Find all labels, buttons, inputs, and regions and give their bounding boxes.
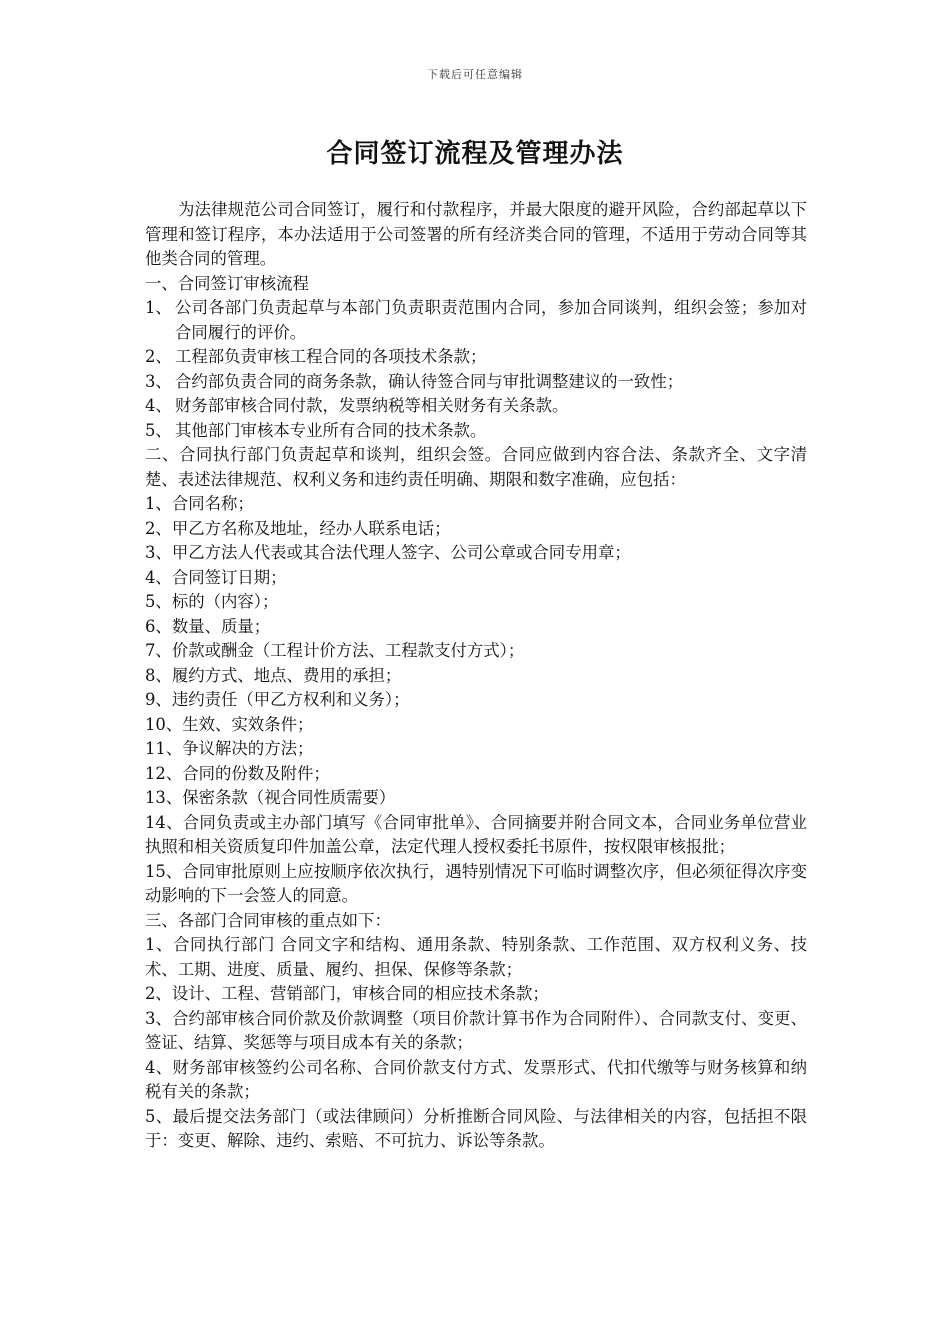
section-1-item <box>145 345 807 370</box>
section-2-item: 5、标的（内容）； <box>145 592 279 611</box>
section-1-item <box>145 419 807 444</box>
section-2-item: 7、价款或酬金（工程计价方法、工程款支付方式）； <box>145 641 525 660</box>
section-3-item: 5、最后提交法务部门（或法律顾问）分析推断合同风险、与法律相关的内容，包括担不限于：变更、解除、违约、索赔、不可抗力、诉讼等条款。 <box>145 1106 807 1150</box>
section-2-item: 9、违约责任（甲乙方权利和义务）； <box>145 690 410 709</box>
section-3-item: 1、合同执行部门 合同文字和结构、通用条款、特别条款、工作范围、双方权利义务、技术、工期、进度、质量、履约、担保、保修等条款； <box>145 935 807 979</box>
section-2-item: 12、合同的份数及附件； <box>145 763 330 783</box>
section-2-item: 15、合同审批原则上应按顺序依次执行，遇特别情况下可临时调整次序，但必须征得次序变动影响的下一会签人的同意。 <box>145 861 807 905</box>
item-number: 3、 <box>145 371 172 391</box>
item-text: 财务部审核合同付款，发票纳税等相关财务有关条款。 <box>175 396 569 415</box>
section-1-item <box>145 296 807 345</box>
item-number: 5、 <box>145 420 172 440</box>
section-1-item <box>145 370 807 395</box>
section-2-item: 6、数量、质量； <box>145 616 271 636</box>
intro-paragraph: 为法律规范公司合同签订，履行和付款程序，并最大限度的避开风险，合约部起草以下管理和签订程序，本办法适用于公司签署的所有经济类合同的管理，不适用于劳动合同等其他类合同的管理。 <box>145 200 807 268</box>
item-text: 合约部负责合同的商务条款，确认待签合同与审批调整建议的一致性； <box>175 371 684 391</box>
header-note: 下载后可任意编辑 <box>427 68 523 81</box>
item-text: 公司各部门负责起草与本部门负责职责范围内合同，参加合同谈判，组织会签；参加对合同履行的评价。 <box>175 298 807 342</box>
section-2-item: 1、合同名称； <box>145 494 254 513</box>
item-number: 1、 <box>145 298 172 317</box>
section-2-item: 13、保密条款（视合同性质需要） <box>145 788 396 807</box>
document-body <box>145 198 807 1154</box>
section-2-item: 14、合同负责或主办部门填写《合同审批单》、合同摘要并附合同文本，合同业务单位营业执照和相关资质复印件加盖公章，法定代理人授权委托书原件，按权限审核报批； <box>145 812 807 856</box>
section-2-heading: 二、合同执行部门负责起草和谈判，组织会签。合同应做到内容合法、条款齐全、文字清楚、表述法律规范、权利义务和违约责任明确、期限和数字准确，应包括： <box>145 445 807 489</box>
item-number: 2、 <box>145 347 172 366</box>
section-2-item: 3、甲乙方法人代表或其合法代理人签字、公司公章或合同专用章； <box>145 543 631 562</box>
item-text: 其他部门审核本专业所有合同的技术条款。 <box>175 420 487 440</box>
section-2-item: 8、履约方式、地点、费用的承担； <box>145 665 402 685</box>
item-number: 4、 <box>145 396 172 415</box>
section-3-item: 2、设计、工程、营销部门，审核合同的相应技术条款； <box>145 984 549 1003</box>
section-2-item: 10、生效、实效条件； <box>145 714 314 734</box>
section-2-item: 11、争议解决的方法； <box>145 739 314 758</box>
section-1-heading: 一、合同签订审核流程 <box>145 273 309 293</box>
section-1-item <box>145 394 807 419</box>
section-2-item: 4、合同签订日期； <box>145 567 287 587</box>
section-3-item: 4、财务部审核签约公司名称、合同价款支付方式、发票形式、代扣代缴等与财务核算和纳税有关的条款； <box>145 1057 807 1101</box>
section-3-item: 3、合约部审核合同价款及价款调整（项目价款计算书作为合同附件）、合同款支付、变更、签证、结算、奖惩等与项目成本有关的条款； <box>145 1008 807 1052</box>
document-title: 合同签订流程及管理办法 <box>326 139 624 169</box>
section-2-item: 2、甲乙方名称及地址，经办人联系电话； <box>145 518 451 538</box>
item-text: 工程部负责审核工程合同的各项技术条款； <box>175 347 487 366</box>
section-3-heading: 三、各部门合同审核的重点如下： <box>145 910 391 930</box>
